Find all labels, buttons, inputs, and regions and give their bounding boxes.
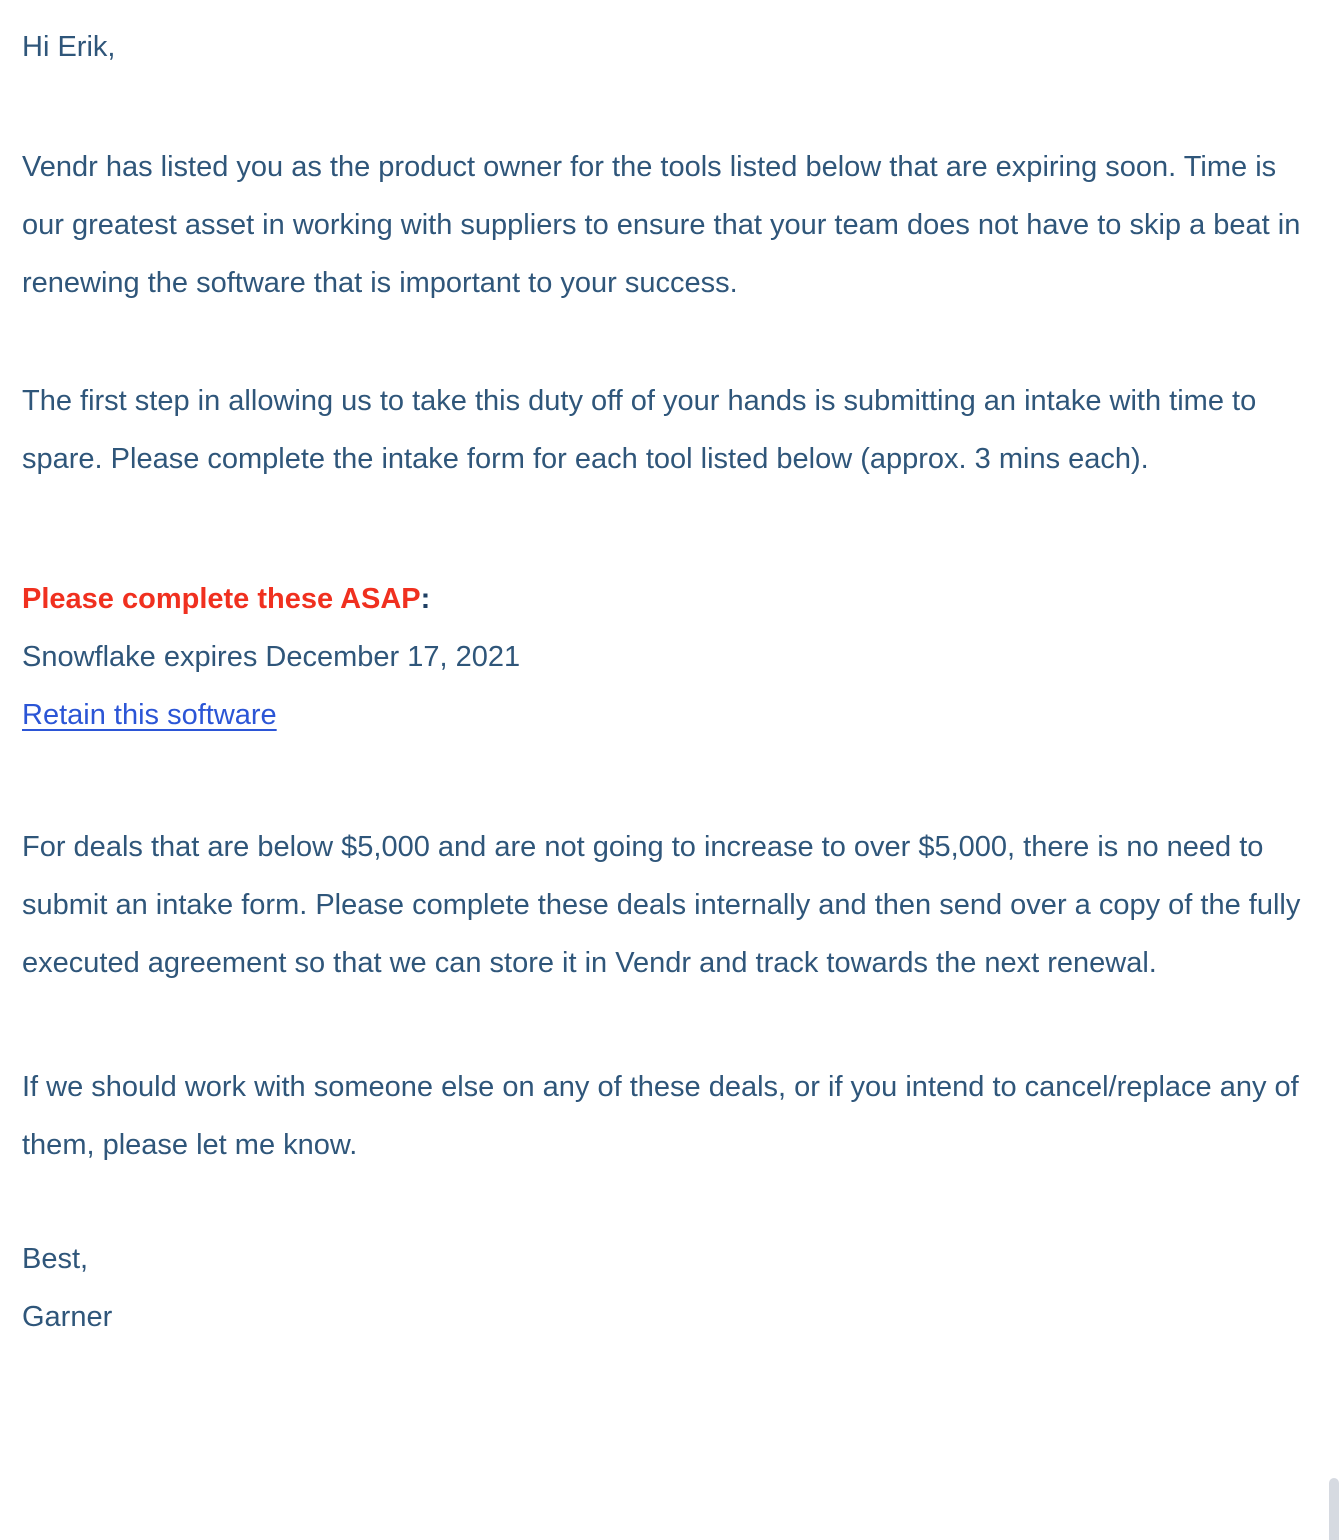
first-step-paragraph: The first step in allowing us to take this duty off of your hands is submitting an intake with time to spare. Please complete the intake form for each tool listed below (approx. 3 mins each). [22,385,1257,475]
someone-else-paragraph: If we should work with someone else on any of these deals, or if you intend to cancel/replace any of them, please let me know. [22,1071,1299,1161]
signoff-line: Best, [22,1243,89,1275]
urgent-heading-colon: : [420,583,431,615]
expiry-line: Snowflake expires December 17, 2021 [22,641,521,673]
vertical-scrollbar-thumb[interactable] [1329,1478,1339,1540]
intro-paragraph: Vendr has listed you as the product owner for the tools listed below that are expiring soon. Time is our greatest asset in working with suppliers to ensure that your team does not have to skip a beat in renewing the software that is important to your success. [22,151,1301,299]
greeting-line: Hi Erik, [22,31,116,63]
urgent-heading-text: Please complete these ASAP [22,583,421,615]
urgent-heading-line [22,570,1312,628]
retain-software-link[interactable]: Retain this software [22,699,277,731]
retain-link-line [22,686,1312,744]
deals-paragraph: For deals that are below $5,000 and are not going to increase to over $5,000, there is no need to submit an intake form. Please complete these deals internally and then send over a copy of the fully executed agreement so that we can store it in Vendr and track towards the next renewal. [22,831,1301,979]
signature-line: Garner [22,1301,113,1333]
